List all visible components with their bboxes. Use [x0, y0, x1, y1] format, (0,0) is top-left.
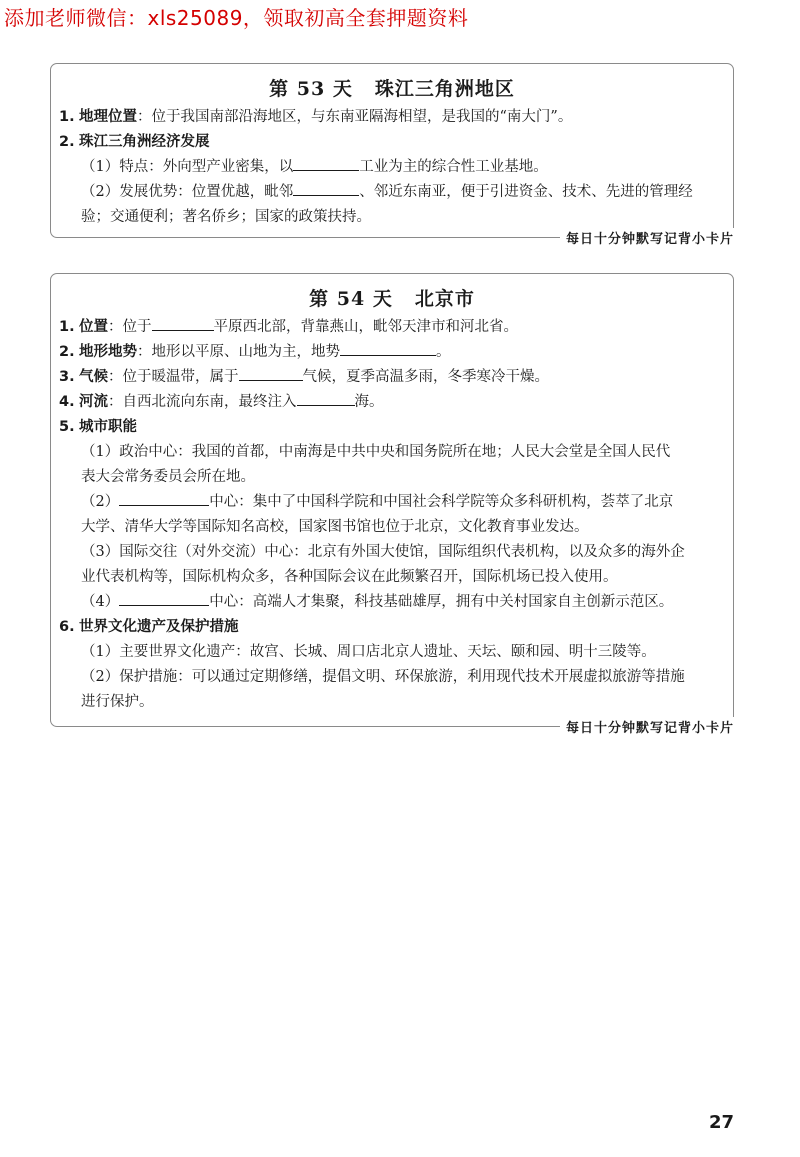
- sub-item: [59, 665, 725, 690]
- card-day-54: [50, 273, 734, 736]
- item-text: 平原西北部，背靠燕山，毗邻天津市和河北省。: [213, 319, 518, 335]
- sub-item: [59, 590, 725, 615]
- item-text: （2）保护措施：可以通过定期修缮，提倡文明、环保旅游，利用现代技术开展虚拟旅游等措施: [81, 669, 685, 685]
- item-text: ：位于: [108, 319, 152, 335]
- item-number: 2.: [59, 344, 75, 360]
- item-text: 表大会常务委员会所在地。: [81, 469, 255, 485]
- card-day-label: 第 53 天: [269, 78, 353, 100]
- item-text: 海。: [354, 394, 384, 410]
- item-text: 大学、清华大学等国际知名高校，国家图书馆也位于北京，文化教育事业发达。: [81, 519, 589, 535]
- item-text: （2）: [81, 494, 120, 510]
- item-text: 。: [436, 344, 451, 360]
- list-item: [59, 315, 725, 340]
- item-heading: 世界文化遗产及保护措施: [79, 619, 239, 635]
- item-number: 1.: [59, 319, 75, 335]
- fill-blank[interactable]: [293, 156, 359, 171]
- item-continuation: [59, 465, 725, 490]
- item-text: （4）: [81, 594, 120, 610]
- item-number: 5.: [59, 419, 75, 435]
- card-topic-label: 珠江三角洲地区: [374, 78, 515, 100]
- item-text: （2）发展优势：位置优越，毗邻: [81, 184, 294, 200]
- watermark-text: 添加老师微信：xls25089，领取初高全套押题资料: [4, 6, 469, 30]
- card-title: [51, 284, 733, 311]
- card-footer-tag: 每日十分钟默写记背小卡片: [560, 717, 734, 736]
- sub-item: [59, 180, 725, 205]
- page-number: 27: [708, 1112, 734, 1133]
- item-text: （1）主要世界文化遗产：故宫、长城、周口店北京人遗址、天坛、颐和园、明十三陵等。: [81, 644, 656, 660]
- item-text: 进行保护。: [81, 694, 154, 710]
- item-heading: 气候: [79, 369, 108, 385]
- item-continuation: [59, 515, 725, 540]
- sub-item: [59, 155, 725, 180]
- item-heading: 地形地势: [79, 344, 137, 360]
- list-item: [59, 105, 725, 130]
- item-number: 3.: [59, 369, 75, 385]
- item-text: ：自西北流向东南，最终注入: [108, 394, 297, 410]
- fill-blank[interactable]: [293, 181, 359, 196]
- card-title: [51, 74, 733, 101]
- item-heading: 位置: [79, 319, 108, 335]
- item-continuation: [59, 565, 725, 590]
- item-text: 、邻近东南亚，便于引进资金、技术、先进的管理经: [359, 184, 693, 200]
- fill-blank[interactable]: [119, 591, 209, 606]
- item-number: 4.: [59, 394, 75, 410]
- item-heading: 珠江三角洲经济发展: [79, 134, 210, 150]
- item-text: ：位于我国南部沿海地区，与东南亚隔海相望，是我国的“南大门”。: [137, 109, 573, 125]
- item-text: （1）特点：外向型产业密集，以: [81, 159, 294, 175]
- item-heading: 地理位置: [79, 109, 137, 125]
- item-text: 中心：集中了中国科学院和中国社会科学院等众多科研机构，荟萃了北京: [209, 494, 674, 510]
- item-number: 6.: [59, 619, 75, 635]
- item-text: ：位于暖温带，属于: [108, 369, 239, 385]
- list-item: [59, 615, 725, 640]
- fill-blank[interactable]: [239, 366, 303, 381]
- card-day-label: 第 54 天: [309, 288, 393, 310]
- item-heading: 河流: [79, 394, 108, 410]
- fill-blank[interactable]: [340, 341, 436, 356]
- item-text: 工业为主的综合性工业基地。: [359, 159, 548, 175]
- item-number: 1.: [59, 109, 75, 125]
- item-text: 业代表机构等，国际机构众多，各种国际会议在此频繁召开，国际机场已投入使用。: [81, 569, 618, 585]
- item-text: 验；交通便利；著名侨乡；国家的政策扶持。: [81, 209, 371, 225]
- list-item: [59, 390, 725, 415]
- list-item: [59, 415, 725, 440]
- item-text: （1）政治中心：我国的首都，中南海是中共中央和国务院所在地；人民大会堂是全国人民代: [81, 444, 671, 460]
- item-text: ：地形以平原、山地为主，地势: [137, 344, 340, 360]
- item-text: 中心：高端人才集聚，科技基础雄厚，拥有中关村国家自主创新示范区。: [209, 594, 674, 610]
- list-item: [59, 130, 725, 155]
- item-continuation: [59, 690, 725, 715]
- item-text: （3）国际交往（对外交流）中心：北京有外国大使馆，国际组织代表机构，以及众多的海外企: [81, 544, 685, 560]
- sub-item: [59, 640, 725, 665]
- list-item: [59, 365, 725, 390]
- card-footer-tag: 每日十分钟默写记背小卡片: [560, 228, 734, 247]
- fill-blank[interactable]: [119, 491, 209, 506]
- fill-blank[interactable]: [152, 316, 214, 331]
- card-day-53: [50, 63, 734, 247]
- item-heading: 城市职能: [79, 419, 137, 435]
- item-number: 2.: [59, 134, 75, 150]
- item-continuation: [59, 205, 725, 230]
- fill-blank[interactable]: [297, 391, 355, 406]
- card-topic-label: 北京市: [414, 288, 475, 310]
- sub-item: [59, 490, 725, 515]
- sub-item: [59, 540, 725, 565]
- item-text: 气候，夏季高温多雨，冬季寒冷干燥。: [302, 369, 549, 385]
- sub-item: [59, 440, 725, 465]
- list-item: [59, 340, 725, 365]
